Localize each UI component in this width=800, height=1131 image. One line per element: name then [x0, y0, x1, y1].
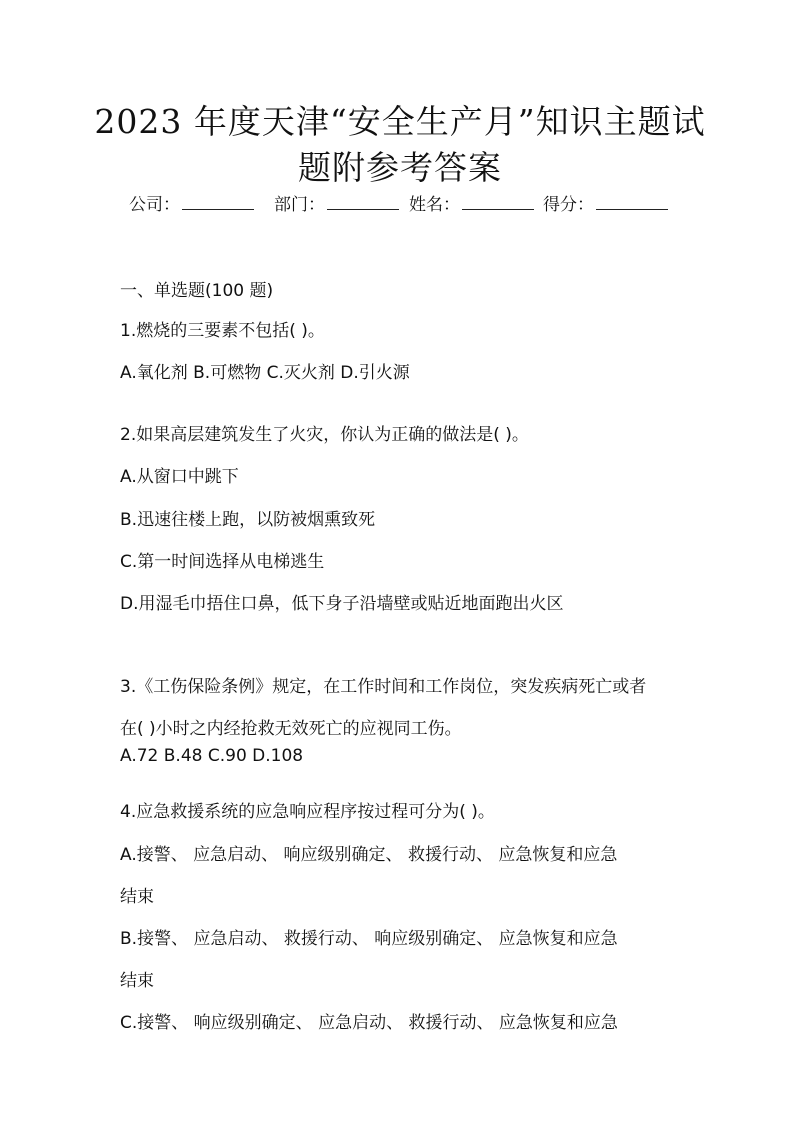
question-3-stem-line-2: 在( )小时之内经抢救无效死亡的应视同工伤。	[120, 719, 462, 739]
department-label: 部门：	[274, 195, 325, 215]
question-2-option-a: A.从窗口中跳下	[120, 467, 239, 487]
name-field	[409, 190, 534, 215]
section-heading: 一、单选题(100 题)	[120, 281, 274, 301]
department-blank	[327, 194, 399, 210]
company-field	[129, 190, 254, 215]
score-field	[543, 190, 668, 215]
score-label: 得分：	[543, 195, 594, 215]
question-2-option-b: B.迅速往楼上跑，以防被烟熏致死	[120, 510, 376, 530]
company-blank	[182, 194, 254, 210]
name-label: 姓名：	[409, 195, 460, 215]
question-3-stem-line-1: 3.《工伤保险条例》规定，在工作时间和工作岗位，突发疾病死亡或者	[120, 677, 647, 697]
question-4-option-c: C.接警、 响应级别确定、 应急启动、 救援行动、 应急恢复和应急	[120, 1013, 618, 1033]
question-4-option-a-cont: 结束	[120, 887, 154, 907]
question-4-stem: 4.应急救援系统的应急响应程序按过程可分为( )。	[120, 802, 495, 822]
score-blank	[596, 194, 668, 210]
question-4-option-b: B.接警、 应急启动、 救援行动、 响应级别确定、 应急恢复和应急	[120, 929, 618, 949]
question-2-option-c: C.第一时间选择从电梯逃生	[120, 552, 325, 572]
department-field	[274, 190, 399, 215]
document-title-line-2: 题附参考答案	[298, 148, 502, 187]
name-blank	[462, 194, 534, 210]
question-3-options: A.72 B.48 C.90 D.108	[120, 746, 304, 766]
question-2-option-d: D.用湿毛巾捂住口鼻，低下身子沿墙壁或贴近地面跑出火区	[120, 594, 564, 614]
company-label: 公司：	[129, 195, 180, 215]
question-4-option-b-cont: 结束	[120, 971, 154, 991]
question-1-stem: 1.燃烧的三要素不包括( )。	[120, 321, 325, 341]
question-1-options: A.氧化剂 B.可燃物 C.灭火剂 D.引火源	[120, 363, 410, 383]
question-4-option-a: A.接警、 应急启动、 响应级别确定、 救援行动、 应急恢复和应急	[120, 845, 618, 865]
document-title-line-1: 2023 年度天津“安全生产月”知识主题试	[94, 102, 706, 141]
question-2-stem: 2.如果高层建筑发生了火灾，你认为正确的做法是( )。	[120, 425, 529, 445]
